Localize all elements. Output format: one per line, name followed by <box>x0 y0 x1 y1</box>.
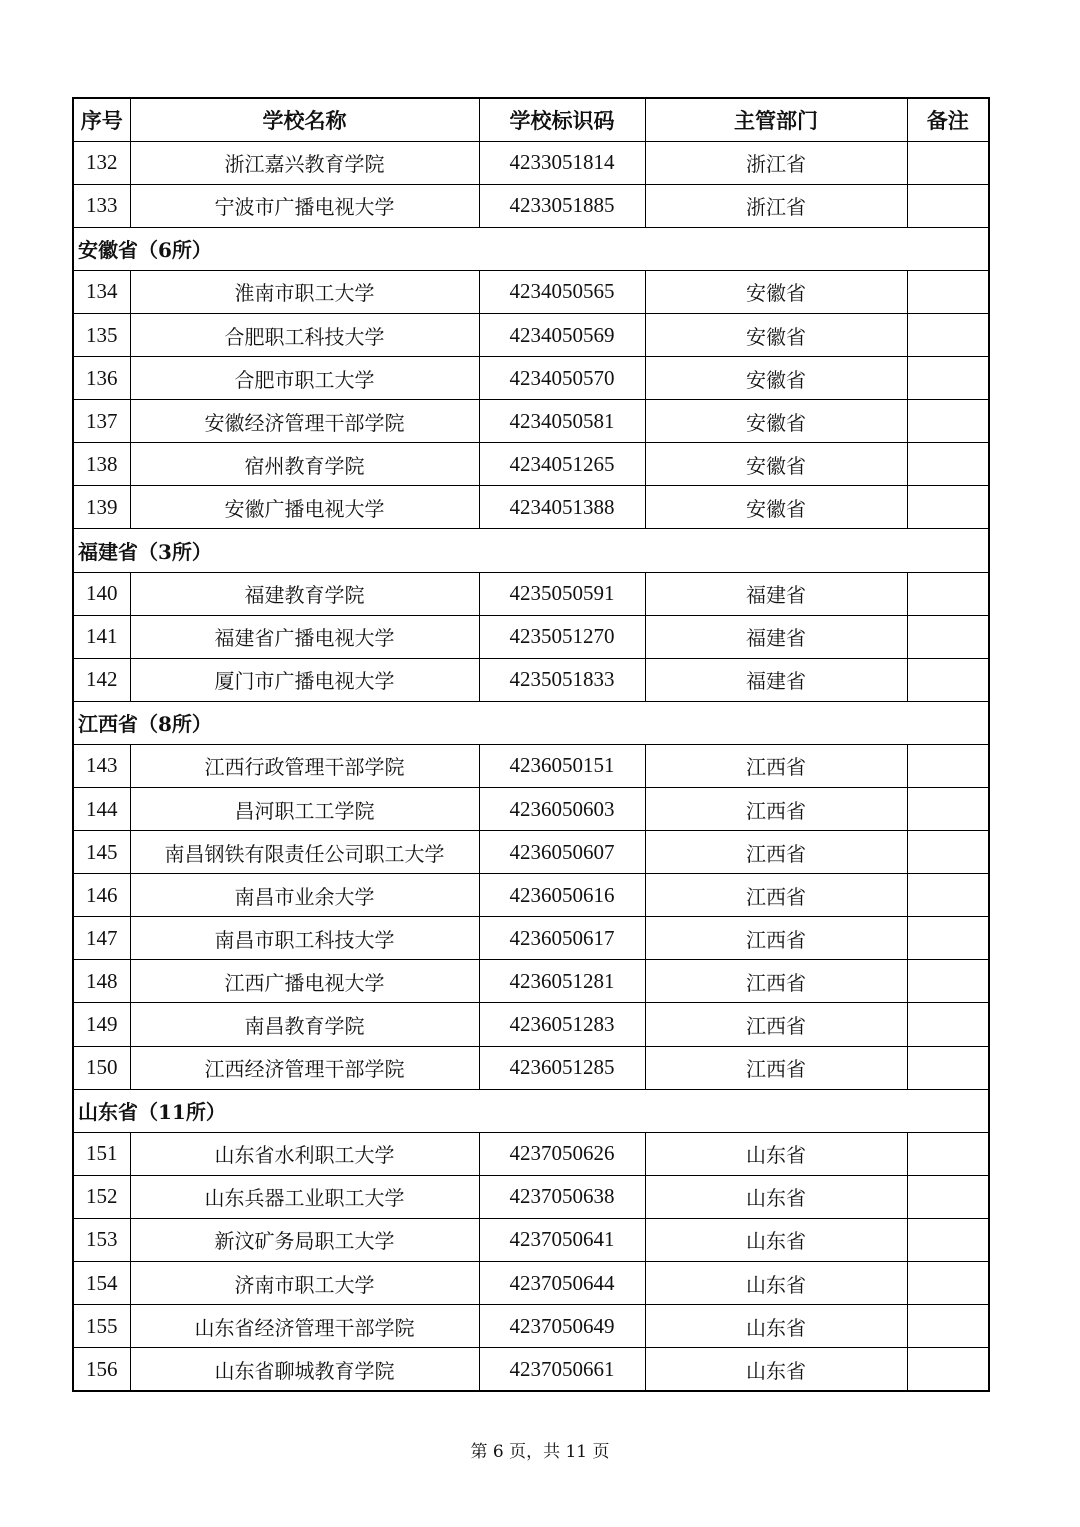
school-code-cell: 4233051885 <box>479 184 645 227</box>
serial-number-cell: 135 <box>73 313 130 356</box>
remarks-cell <box>907 744 989 787</box>
remarks-cell <box>907 141 989 184</box>
table-body <box>73 141 989 1391</box>
school-code-cell: 4237050661 <box>479 1348 645 1391</box>
serial-number-cell: 138 <box>73 443 130 486</box>
remarks-cell <box>907 831 989 874</box>
serial-number-cell: 136 <box>73 357 130 400</box>
school-name-cell: 厦门市广播电视大学 <box>130 658 479 701</box>
remarks-cell <box>907 184 989 227</box>
serial-number-cell: 148 <box>73 960 130 1003</box>
remarks-cell <box>907 443 989 486</box>
school-name-cell: 合肥职工科技大学 <box>130 313 479 356</box>
group-label: 福建省（3所） <box>73 529 989 572</box>
school-code-cell: 4234050581 <box>479 400 645 443</box>
table-row <box>73 788 989 831</box>
remarks-cell <box>907 1003 989 1046</box>
school-list-table <box>72 97 990 1392</box>
department-cell: 江西省 <box>645 874 907 917</box>
table-row <box>73 917 989 960</box>
department-cell: 江西省 <box>645 1003 907 1046</box>
school-code-cell: 4234050565 <box>479 270 645 313</box>
table-row <box>73 1003 989 1046</box>
serial-number-cell: 137 <box>73 400 130 443</box>
department-cell: 安徽省 <box>645 270 907 313</box>
table-row <box>73 658 989 701</box>
school-name-cell: 江西行政管理干部学院 <box>130 744 479 787</box>
school-name-cell: 山东省水利职工大学 <box>130 1132 479 1175</box>
department-cell: 山东省 <box>645 1175 907 1218</box>
group-header-row <box>73 529 989 572</box>
serial-number-cell: 155 <box>73 1305 130 1348</box>
school-code-cell: 4237050638 <box>479 1175 645 1218</box>
school-code-cell: 4237050649 <box>479 1305 645 1348</box>
school-name-cell: 福建省广播电视大学 <box>130 615 479 658</box>
remarks-cell <box>907 658 989 701</box>
remarks-cell <box>907 1262 989 1305</box>
table-row <box>73 184 989 227</box>
header-remarks: 备注 <box>907 98 989 141</box>
serial-number-cell: 143 <box>73 744 130 787</box>
serial-number-cell: 142 <box>73 658 130 701</box>
remarks-cell <box>907 1175 989 1218</box>
table-row <box>73 1175 989 1218</box>
remarks-cell <box>907 960 989 1003</box>
department-cell: 浙江省 <box>645 184 907 227</box>
school-name-cell: 宿州教育学院 <box>130 443 479 486</box>
table-row <box>73 1305 989 1348</box>
department-cell: 安徽省 <box>645 486 907 529</box>
table-row <box>73 615 989 658</box>
serial-number-cell: 133 <box>73 184 130 227</box>
header-school-code: 学校标识码 <box>479 98 645 141</box>
remarks-cell <box>907 874 989 917</box>
department-cell: 山东省 <box>645 1132 907 1175</box>
table-row <box>73 357 989 400</box>
table-row <box>73 1046 989 1089</box>
school-name-cell: 济南市职工大学 <box>130 1262 479 1305</box>
school-code-cell: 4233051814 <box>479 141 645 184</box>
group-label: 江西省（8所） <box>73 701 989 744</box>
serial-number-cell: 146 <box>73 874 130 917</box>
table-row <box>73 874 989 917</box>
department-cell: 江西省 <box>645 917 907 960</box>
school-code-cell: 4236051283 <box>479 1003 645 1046</box>
school-name-cell: 江西广播电视大学 <box>130 960 479 1003</box>
school-code-cell: 4236050617 <box>479 917 645 960</box>
table-row <box>73 486 989 529</box>
table-row <box>73 1132 989 1175</box>
department-cell: 江西省 <box>645 744 907 787</box>
remarks-cell <box>907 357 989 400</box>
school-name-cell: 新汶矿务局职工大学 <box>130 1218 479 1261</box>
school-code-cell: 4236050607 <box>479 831 645 874</box>
group-label: 山东省（11所） <box>73 1089 989 1132</box>
school-code-cell: 4235051270 <box>479 615 645 658</box>
department-cell: 山东省 <box>645 1305 907 1348</box>
school-code-cell: 4236050151 <box>479 744 645 787</box>
school-code-cell: 4235051833 <box>479 658 645 701</box>
remarks-cell <box>907 1046 989 1089</box>
group-header-row <box>73 1089 989 1132</box>
serial-number-cell: 141 <box>73 615 130 658</box>
school-name-cell: 淮南市职工大学 <box>130 270 479 313</box>
serial-number-cell: 145 <box>73 831 130 874</box>
serial-number-cell: 152 <box>73 1175 130 1218</box>
remarks-cell <box>907 270 989 313</box>
school-name-cell: 山东兵器工业职工大学 <box>130 1175 479 1218</box>
table-row <box>73 443 989 486</box>
department-cell: 安徽省 <box>645 400 907 443</box>
table-row <box>73 960 989 1003</box>
school-code-cell: 4235050591 <box>479 572 645 615</box>
remarks-cell <box>907 400 989 443</box>
department-cell: 江西省 <box>645 960 907 1003</box>
serial-number-cell: 150 <box>73 1046 130 1089</box>
school-name-cell: 合肥市职工大学 <box>130 357 479 400</box>
department-cell: 江西省 <box>645 831 907 874</box>
school-name-cell: 浙江嘉兴教育学院 <box>130 141 479 184</box>
school-name-cell: 江西经济管理干部学院 <box>130 1046 479 1089</box>
department-cell: 江西省 <box>645 788 907 831</box>
school-name-cell: 南昌教育学院 <box>130 1003 479 1046</box>
school-code-cell: 4234050569 <box>479 313 645 356</box>
table-row <box>73 831 989 874</box>
school-code-cell: 4236050616 <box>479 874 645 917</box>
table-row <box>73 1348 989 1391</box>
remarks-cell <box>907 788 989 831</box>
serial-number-cell: 132 <box>73 141 130 184</box>
school-code-cell: 4236051281 <box>479 960 645 1003</box>
school-code-cell: 4236050603 <box>479 788 645 831</box>
department-cell: 福建省 <box>645 615 907 658</box>
page-footer: 第 6 页，共 11 页 <box>470 1442 610 1462</box>
department-cell: 安徽省 <box>645 443 907 486</box>
table-row <box>73 313 989 356</box>
school-code-cell: 4234050570 <box>479 357 645 400</box>
serial-number-cell: 156 <box>73 1348 130 1391</box>
serial-number-cell: 139 <box>73 486 130 529</box>
table-row <box>73 1262 989 1305</box>
remarks-cell <box>907 1132 989 1175</box>
header-department: 主管部门 <box>645 98 907 141</box>
remarks-cell <box>907 615 989 658</box>
remarks-cell <box>907 1305 989 1348</box>
remarks-cell <box>907 1218 989 1261</box>
department-cell: 安徽省 <box>645 313 907 356</box>
department-cell: 安徽省 <box>645 357 907 400</box>
remarks-cell <box>907 486 989 529</box>
department-cell: 山东省 <box>645 1348 907 1391</box>
school-name-cell: 南昌市业余大学 <box>130 874 479 917</box>
department-cell: 山东省 <box>645 1262 907 1305</box>
school-name-cell: 山东省经济管理干部学院 <box>130 1305 479 1348</box>
serial-number-cell: 147 <box>73 917 130 960</box>
group-header-row <box>73 227 989 270</box>
school-code-cell: 4237050641 <box>479 1218 645 1261</box>
group-label: 安徽省（6所） <box>73 227 989 270</box>
group-header-row <box>73 701 989 744</box>
department-cell: 江西省 <box>645 1046 907 1089</box>
school-code-cell: 4237050644 <box>479 1262 645 1305</box>
school-name-cell: 福建教育学院 <box>130 572 479 615</box>
school-code-cell: 4234051265 <box>479 443 645 486</box>
serial-number-cell: 134 <box>73 270 130 313</box>
school-name-cell: 宁波市广播电视大学 <box>130 184 479 227</box>
remarks-cell <box>907 1348 989 1391</box>
remarks-cell <box>907 313 989 356</box>
serial-number-cell: 154 <box>73 1262 130 1305</box>
table-row <box>73 141 989 184</box>
department-cell: 福建省 <box>645 572 907 615</box>
table-row <box>73 270 989 313</box>
serial-number-cell: 153 <box>73 1218 130 1261</box>
school-name-cell: 安徽经济管理干部学院 <box>130 400 479 443</box>
table-row <box>73 1218 989 1261</box>
serial-number-cell: 140 <box>73 572 130 615</box>
table-header-row <box>73 98 989 141</box>
serial-number-cell: 149 <box>73 1003 130 1046</box>
school-name-cell: 昌河职工工学院 <box>130 788 479 831</box>
school-name-cell: 安徽广播电视大学 <box>130 486 479 529</box>
remarks-cell <box>907 572 989 615</box>
header-school-name: 学校名称 <box>130 98 479 141</box>
table-row <box>73 572 989 615</box>
department-cell: 浙江省 <box>645 141 907 184</box>
table-row <box>73 400 989 443</box>
school-code-cell: 4236051285 <box>479 1046 645 1089</box>
school-name-cell: 南昌市职工科技大学 <box>130 917 479 960</box>
school-name-cell: 南昌钢铁有限责任公司职工大学 <box>130 831 479 874</box>
school-code-cell: 4234051388 <box>479 486 645 529</box>
remarks-cell <box>907 917 989 960</box>
header-serial-number: 序号 <box>73 98 130 141</box>
serial-number-cell: 144 <box>73 788 130 831</box>
department-cell: 山东省 <box>645 1218 907 1261</box>
school-code-cell: 4237050626 <box>479 1132 645 1175</box>
school-name-cell: 山东省聊城教育学院 <box>130 1348 479 1391</box>
table-row <box>73 744 989 787</box>
department-cell: 福建省 <box>645 658 907 701</box>
serial-number-cell: 151 <box>73 1132 130 1175</box>
